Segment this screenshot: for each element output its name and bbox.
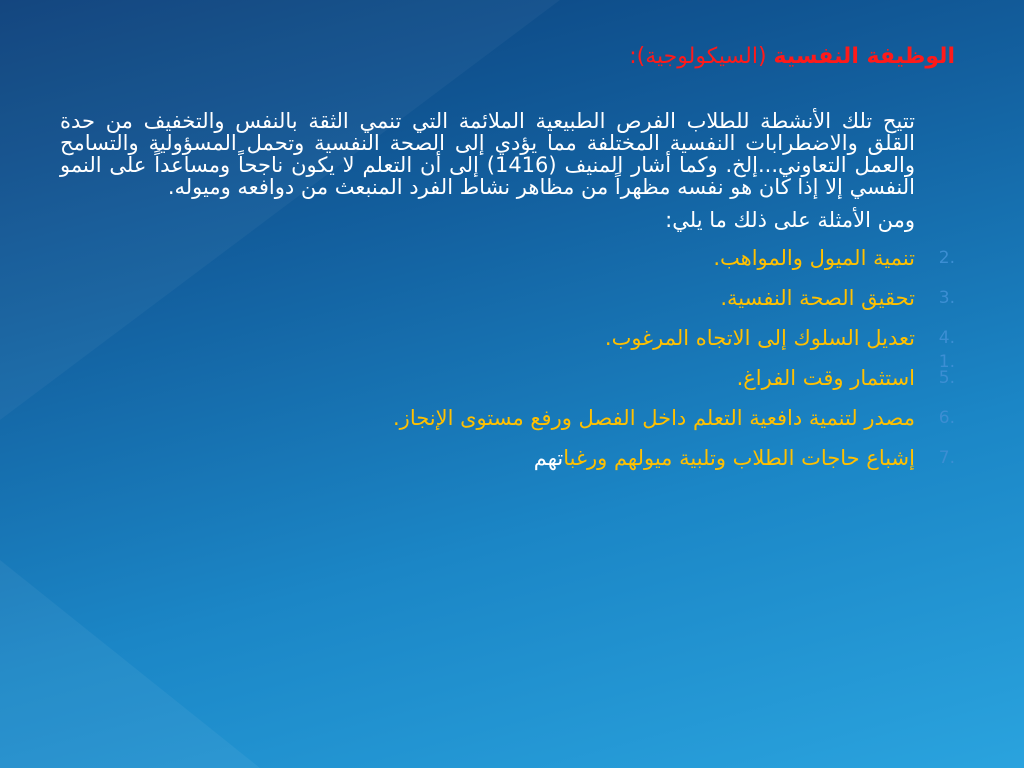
list-item-text: استثمار وقت الفراغ.: [736, 366, 915, 390]
list-item-text: مصدر لتنمية دافعية التعلم داخل الفصل ورفع مستوى الإنجاز.: [393, 406, 915, 430]
list-number: 4.: [938, 328, 955, 348]
body-paragraph: تتيح تلك الأنشطة للطلاب الفرص الطبيعية الملائمة التي تنمي الثقة بالنفس والتخفيف من حدة القلق والاضطرابات النفسية المختلفة مما يؤدي إلى الصحة النفسية وتحمل المسؤولية والتسامح والعمل التعاوني...إلخ. وكما أشار المنيف (1416) إلى أن التعلم لا يكون ناجحاً ومساعداً على النمو النفسي إلا إذا كان هو نفسه مظهراً من مظاهر نشاط الفرد المنبعث من دوافعه وميوله.: [60, 109, 915, 199]
list-number: 5.: [938, 368, 955, 388]
list-item: [60, 398, 955, 438]
slide-title: [60, 40, 955, 74]
list-item-text: تعديل السلوك إلى الاتجاه المرغوب.: [604, 326, 915, 350]
list-number: 6.: [938, 408, 955, 428]
list-item-text: إشباع حاجات الطلاب وتلبية ميولهم ورغبا: [563, 446, 915, 470]
examples-list: [60, 238, 955, 478]
list-item-text: تنمية الميول والمواهب.: [713, 246, 915, 270]
list-number: 3.: [938, 288, 955, 308]
list-number: 1.: [938, 352, 955, 372]
list-item: [60, 438, 955, 478]
examples-intro: ومن الأمثلة على ذلك ما يلي:: [665, 208, 915, 232]
list-item-text-extra: تهم: [533, 446, 564, 470]
slide-content: [60, 40, 955, 478]
title-rest: (السيكولوجية):: [629, 44, 774, 69]
list-item-text: تحقيق الصحة النفسية.: [720, 286, 915, 310]
title-bold: الوظيفة النفسية: [773, 44, 955, 69]
list-number: 2.: [938, 248, 955, 268]
list-item: [60, 238, 955, 278]
list-item: [60, 358, 955, 398]
intro-number-row: [939, 352, 955, 372]
list-item: [60, 278, 955, 318]
list-number: 7.: [938, 448, 955, 468]
list-item: [60, 318, 955, 358]
